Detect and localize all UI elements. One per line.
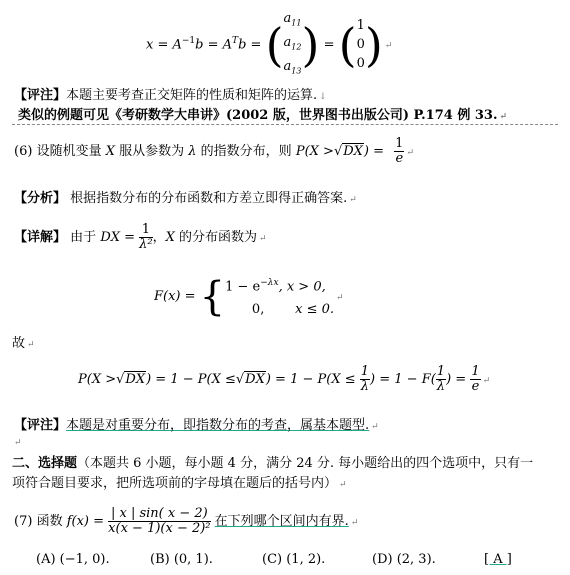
separator-line — [12, 124, 558, 125]
a13: a — [283, 58, 292, 74]
question-7 — [14, 500, 358, 545]
chain-p1: P(X > — [78, 372, 117, 387]
paragraph-mark: ↵ — [384, 41, 393, 52]
cases — [225, 272, 334, 320]
paragraph-mark: ↵ — [406, 148, 414, 158]
case-2-cond: x ≤ 0. — [295, 301, 335, 317]
section-2-line-2 — [12, 472, 347, 491]
answer-bracket — [484, 552, 512, 567]
analysis — [14, 187, 357, 206]
frac-den: λ — [360, 379, 370, 394]
option-d[interactable] — [372, 552, 436, 567]
a12: a — [283, 35, 292, 51]
var-x: X — [105, 144, 115, 159]
detail-dx: DX = — [100, 230, 136, 245]
section-text-1: （本题共 6 小题，每小题 4 分，满分 24 分. 每小题给出的四个选项中，只有一 — [77, 456, 534, 471]
function-fraction — [108, 507, 210, 535]
frac-den: e — [395, 151, 404, 166]
comment-text: 本题是对重要分布，即指数分布的考查，属基本题型. — [66, 418, 370, 433]
chain-p5: ) = — [446, 372, 467, 387]
vec-2: 0 — [356, 37, 365, 53]
vector-column — [357, 16, 365, 73]
paragraph-mark: ↵ — [27, 340, 35, 350]
frac-den: x(x − 1)(x − 2)² — [108, 521, 211, 536]
detail — [14, 218, 267, 259]
eq-b: b = — [238, 37, 262, 53]
option-c-label: (C) (1, 2). — [262, 552, 326, 567]
paragraph-mark: ↵ — [482, 376, 491, 386]
section-text-2: 项符合题目要求，把所选项前的字母填在题后的括号内） — [12, 476, 338, 491]
blank-line — [12, 434, 22, 449]
equals-sign: = — [323, 37, 335, 53]
analysis-tag: 【分析】 — [14, 191, 67, 206]
chain-frac-3 — [470, 365, 480, 393]
case-2: 0, — [251, 301, 265, 317]
section-2-heading — [12, 452, 533, 471]
paragraph-mark: ↵ — [259, 234, 267, 244]
left-paren-2: ( — [338, 17, 357, 72]
frac-num: 1 — [436, 364, 446, 380]
comment-1 — [14, 84, 327, 103]
therefore-line — [12, 332, 35, 351]
detail-text-1: 由于 — [70, 230, 97, 245]
q7-text-2: 在下列哪个区间内有界. — [214, 514, 349, 529]
detail-fraction — [139, 223, 152, 251]
frac-num: 1 — [395, 136, 404, 152]
eq-inverse-sup: −1 — [181, 36, 196, 46]
case-1-exp: −λx — [260, 278, 279, 289]
question-6: (6) 设随机变量 X 服从参数为 λ 的指数分布，则 P(X >√DX) = $\frac{1}{e}$ ↵ — [14, 136, 414, 166]
frac-num: 1 — [360, 364, 370, 380]
paragraph-mark: ↓ — [319, 92, 327, 102]
paragraph-mark: ↵ — [349, 195, 357, 205]
option-a-label: (A) (−1, 0). — [36, 552, 110, 567]
analysis-text: 根据指数分布的分布函数和方差立即得正确答案. — [70, 191, 348, 206]
eq-lhs: x = A — [146, 37, 182, 53]
paragraph-mark: ↵ — [499, 112, 508, 122]
paragraph-mark: ↵ — [336, 293, 344, 303]
chain-p4: ) = 1 − F( — [370, 372, 436, 387]
chain-dx1: DX — [125, 372, 146, 387]
a11-sub: 11 — [291, 19, 302, 29]
detail-text-2: ， — [152, 230, 166, 245]
cdf-lhs: F(x) = — [154, 289, 196, 304]
vec-3: 0 — [356, 56, 365, 72]
frac-num: | x | sin( x − 2) — [108, 507, 210, 522]
chain-frac-1 — [360, 365, 370, 393]
reference-line — [18, 104, 507, 123]
question-number: (6) — [14, 144, 33, 159]
a11: a — [283, 11, 292, 27]
chain-frac-2 — [436, 365, 446, 393]
answer-fraction — [394, 137, 404, 165]
var-x: X — [165, 230, 175, 245]
therefore-text: 故 — [12, 336, 26, 351]
case-1-cond: , x > 0, — [278, 279, 326, 295]
question-number: (7) — [14, 514, 33, 529]
function-lhs: f(x) = — [66, 514, 105, 529]
comment-tag: 【评注】 — [14, 88, 67, 103]
case-1: 1 − e — [225, 279, 261, 295]
option-c[interactable] — [262, 552, 325, 567]
chain-p2: ) = 1 − P(X ≤ — [146, 372, 236, 387]
piecewise-cdf — [154, 272, 344, 322]
section-title: 二、选择题 — [12, 456, 78, 471]
option-d-label: (D) (2, 3). — [372, 552, 436, 567]
q6-text-2: 服从参数为 — [119, 144, 185, 159]
frac-den: e — [471, 379, 480, 394]
frac-den: λ² — [139, 237, 153, 252]
comment-tag: 【评注】 — [14, 418, 67, 433]
chain-dx2: DX — [245, 372, 265, 387]
option-a[interactable] — [36, 552, 110, 567]
q6-text-1: 设随机变量 — [36, 144, 102, 159]
prob-close: ) = — [363, 144, 385, 159]
answer-text: [ A ] — [484, 552, 512, 567]
prob-expr: P(X > — [295, 144, 334, 159]
right-paren-2: ) — [364, 17, 383, 72]
reference-text: 类似的例题可见《考研数学大串讲》(2002 版，世界图书出版公司) P.174 例 33. — [18, 108, 498, 123]
vec-1: 1 — [356, 18, 365, 34]
chain-p3: ) = 1 − P(X ≤ — [265, 372, 356, 387]
frac-num: 1 — [139, 223, 152, 238]
frac-num: 1 — [471, 364, 480, 380]
option-b-label: (B) (0, 1). — [150, 552, 213, 567]
detail-text-3: 的分布函数为 — [179, 230, 258, 245]
left-paren: ( — [265, 17, 284, 72]
eq-mid: b = A — [195, 37, 233, 53]
frac-den: λ — [436, 379, 446, 394]
q7-text-1: 函数 — [36, 514, 63, 529]
detail-tag: 【详解】 — [14, 230, 67, 245]
equation-orthogonal — [146, 4, 392, 78]
matrix-column-a — [284, 9, 302, 80]
paragraph-mark: ↵ — [14, 438, 22, 448]
paragraph-mark: ↵ — [339, 480, 347, 490]
comment-2 — [14, 414, 379, 433]
var-lambda: λ — [188, 144, 197, 159]
left-brace: { — [199, 273, 226, 320]
a13-sub: 13 — [291, 66, 302, 76]
eq-transpose-sup: T — [232, 36, 239, 46]
a12-sub: 12 — [291, 42, 302, 52]
paragraph-mark: ↵ — [350, 518, 359, 528]
probability-chain: P(X >√DX) = 1 − P(X ≤√DX) = 1 − P(X ≤ $\frac{1}{\lambda}$ ) = 1 − F( $\frac{1}{\lambda}$ ) = $\frac{1}{e}$ ↵ — [78, 364, 491, 394]
q6-text-3: 的指数分布，则 — [200, 144, 292, 159]
right-paren: ) — [301, 17, 320, 72]
sqrt-dx: DX — [343, 144, 363, 159]
comment-text: 本题主要考查正交矩阵的性质和矩阵的运算. — [66, 88, 318, 103]
paragraph-mark: ↵ — [371, 422, 379, 432]
option-b[interactable] — [150, 552, 213, 567]
